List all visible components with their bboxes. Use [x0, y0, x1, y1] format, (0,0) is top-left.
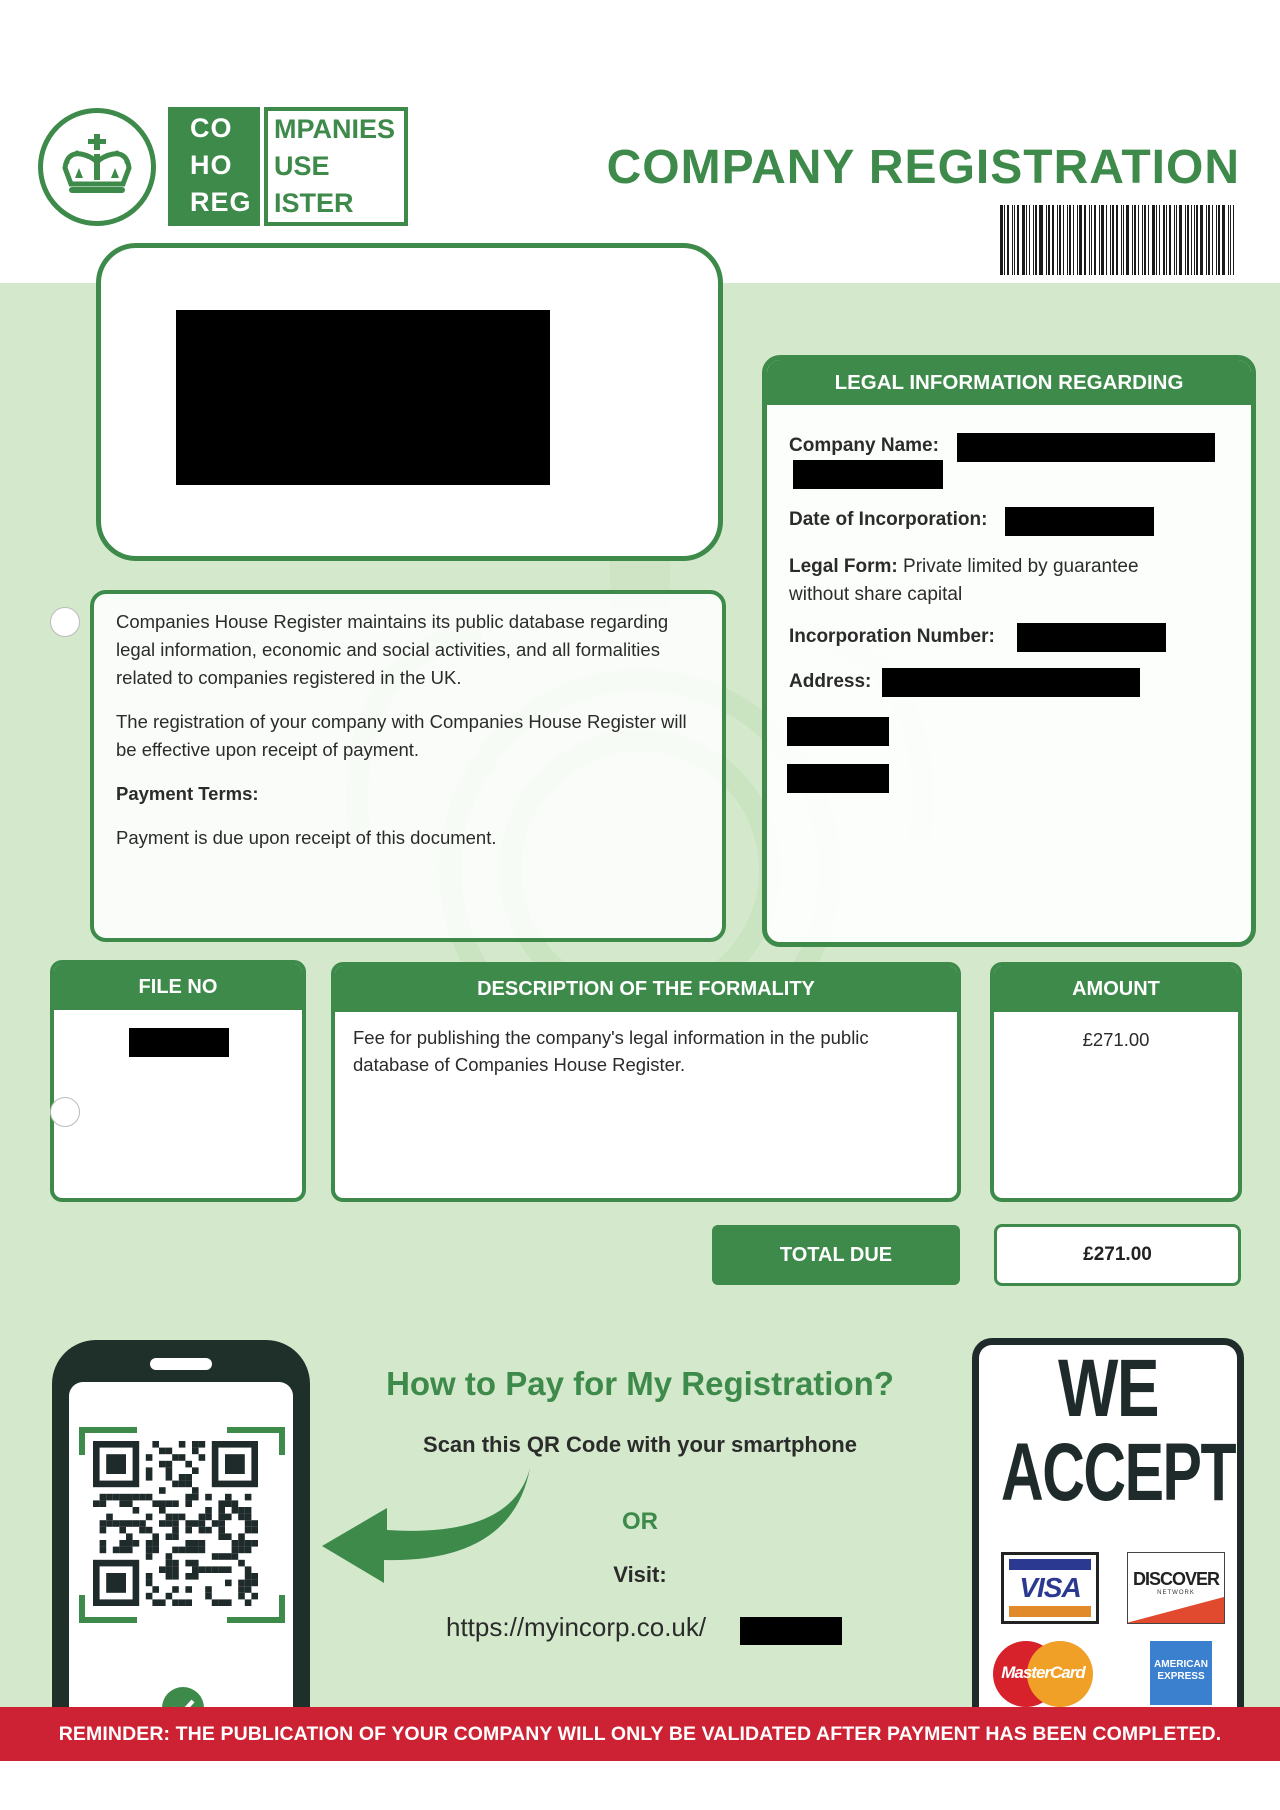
payment-terms-label: Payment Terms:: [116, 783, 259, 804]
redacted-address-line-1: [882, 668, 1140, 697]
file-no-column: [50, 960, 306, 1202]
punch-hole: [50, 1097, 80, 1127]
crown-emblem: [38, 108, 156, 226]
we-accept-panel: [972, 1338, 1244, 1710]
total-due-value: £271.00: [994, 1224, 1241, 1286]
redacted-address-line-2: [787, 717, 889, 746]
redacted-recipient-address: [176, 310, 550, 485]
recipient-address-box: [96, 243, 723, 561]
legal-information-box: [762, 355, 1256, 947]
amount-header: AMOUNT: [994, 966, 1238, 1012]
logo-text-right: MPANIES USE ISTER: [264, 107, 408, 226]
legal-form-row: [789, 553, 1139, 609]
document-title: COMPANY REGISTRATION: [606, 141, 1240, 194]
visit-label: Visit:: [613, 1562, 667, 1587]
discover-logo-icon: DISCOVER NETWORK: [1127, 1552, 1225, 1624]
intro-paragraph-1: Companies House Register maintains its public database regarding legal information, economic and social activities, and all formalities related to companies registered in the UK.: [116, 611, 669, 688]
we-accept-line-1: WE: [1058, 1343, 1158, 1434]
or-separator: OR: [622, 1508, 658, 1535]
american-express-logo-icon: AMERICAN EXPRESS: [1150, 1641, 1212, 1705]
amount-column: [990, 962, 1242, 1202]
description-header: DESCRIPTION OF THE FORMALITY: [335, 966, 957, 1012]
file-no-header: FILE NO: [54, 964, 302, 1010]
legal-form-value-2: without share capital: [789, 584, 963, 605]
description-column: [331, 962, 961, 1202]
description-text: Fee for publishing the company's legal information in the public database of Companies House Register.: [353, 1027, 869, 1075]
payment-terms-text: Payment is due upon receipt of this document.: [116, 827, 497, 848]
intro-paragraph-2: The registration of your company with Companies House Register will be effective upon receipt of payment.: [116, 711, 687, 760]
redacted-company-name: [957, 433, 1215, 462]
incorporation-number-row: [789, 626, 995, 648]
amount-value: £271.00: [1082, 1029, 1150, 1050]
logo-text-left: CO HO REG: [168, 107, 260, 226]
we-accept-line-2: ACCEPT: [1001, 1427, 1236, 1518]
qr-code-icon[interactable]: [79, 1427, 285, 1623]
info-box: [90, 590, 726, 942]
legal-information-heading: LEGAL INFORMATION REGARDING: [767, 360, 1251, 405]
total-due-label: TOTAL DUE: [712, 1225, 960, 1285]
redacted-file-no: [129, 1028, 229, 1057]
redacted-address-line-3: [787, 764, 889, 793]
date-of-incorporation-label: Date of Incorporation:: [789, 509, 988, 530]
redacted-date-of-incorporation: [1005, 507, 1154, 536]
crown-icon: [57, 132, 137, 202]
payment-reminder-banner: REMINDER: THE PUBLICATION OF YOUR COMPANY WILL ONLY BE VALIDATED AFTER PAYMENT HAS BEEN COMPLETED.: [0, 1707, 1280, 1761]
smartphone-illustration: [52, 1340, 310, 1720]
redacted-url-path: [740, 1617, 842, 1645]
company-name-row: [789, 435, 939, 457]
date-of-incorporation-row: [789, 509, 987, 531]
barcode-icon: [1000, 205, 1237, 275]
redacted-company-name-2: [793, 460, 943, 489]
punch-hole: [50, 607, 80, 637]
incorporation-number-label: Incorporation Number:: [789, 626, 995, 647]
legal-form-label: Legal Form:: [789, 556, 898, 577]
address-row: [789, 671, 871, 693]
mastercard-logo-icon: MasterCard: [993, 1641, 1093, 1707]
phone-speaker: [150, 1358, 212, 1370]
visa-logo-icon: VISA: [1001, 1552, 1099, 1624]
address-label: Address:: [789, 671, 872, 692]
companies-house-logo: [38, 107, 408, 226]
redacted-incorporation-number: [1017, 623, 1166, 652]
company-name-label: Company Name:: [789, 435, 939, 456]
scan-instruction: Scan this QR Code with your smartphone: [423, 1432, 857, 1457]
payment-url-link[interactable]: https://myincorp.co.uk/: [446, 1612, 707, 1642]
how-to-pay-heading: How to Pay for My Registration?: [386, 1365, 894, 1402]
legal-form-value: Private limited by guarantee: [903, 556, 1139, 577]
